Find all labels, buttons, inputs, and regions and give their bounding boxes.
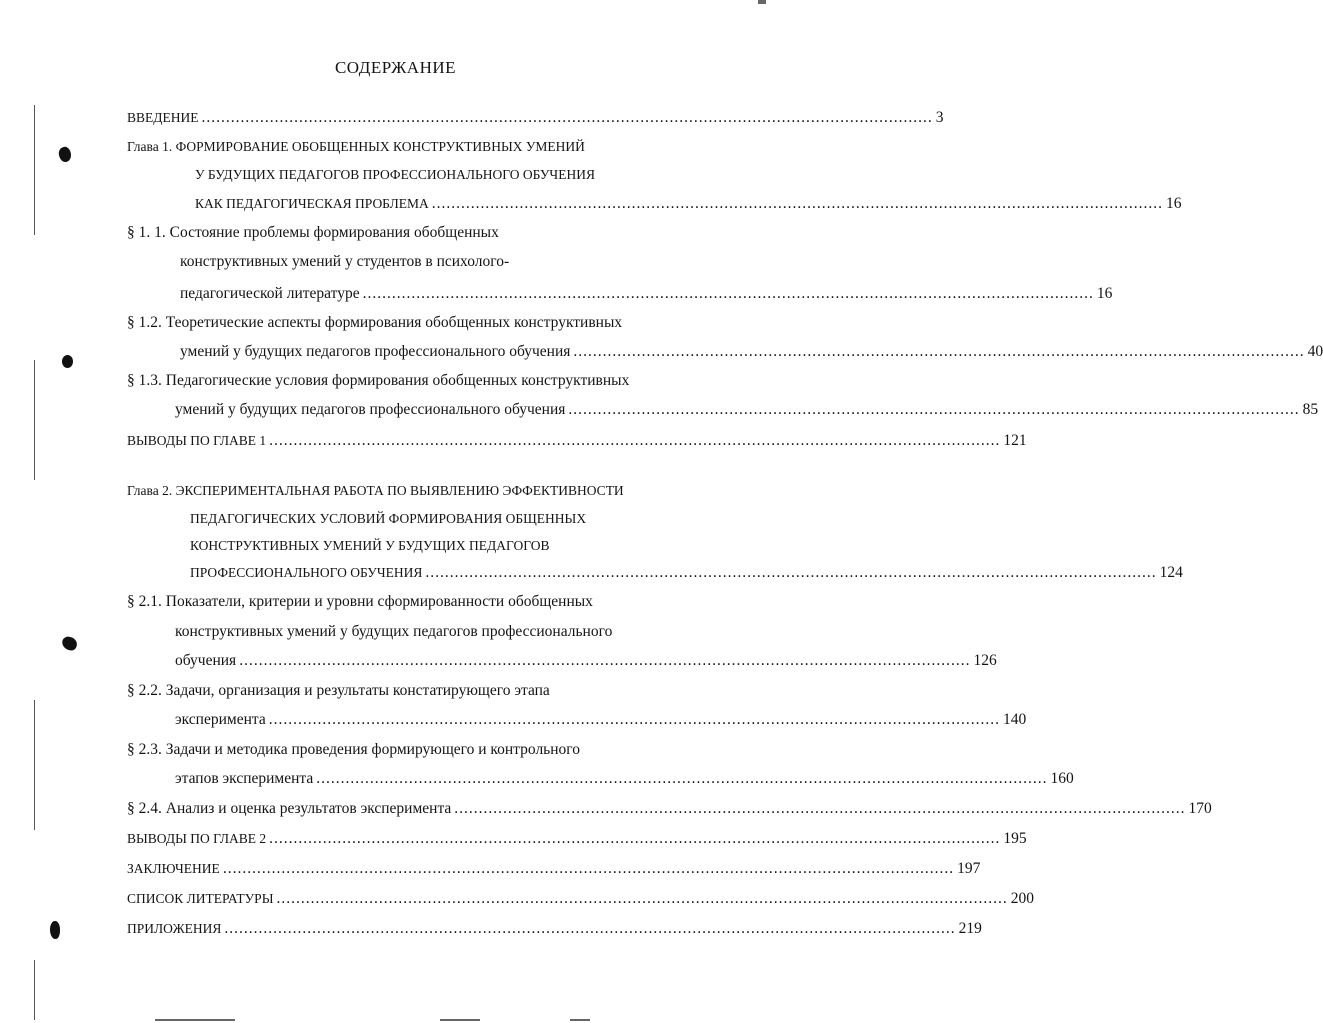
toc-entry-text: ПЕДАГОГИЧЕСКИХ УСЛОВИЙ ФОРМИРОВАНИЯ ОБЩЕННЫХ [190, 511, 587, 526]
margin-rule [34, 700, 35, 830]
toc-entry [175, 709, 1027, 731]
toc-entry-text: § 1.2. Теоретические аспекты формирования обобщенных конструктивных [127, 314, 623, 331]
toc-entry [175, 621, 695, 643]
toc-entry [127, 136, 695, 158]
scan-edge-mark [570, 1019, 590, 1021]
toc-entry [127, 888, 1034, 910]
toc-dot-leader: ...................................................................................................................................................... [269, 432, 1001, 449]
toc-page-number: 160 [1050, 770, 1074, 787]
toc-dot-leader: ...................................................................................................................................................... [276, 890, 1008, 907]
toc-page-number: 3 [935, 109, 944, 126]
toc-page-number: 219 [958, 920, 982, 937]
toc-page-number: 40 [1307, 343, 1323, 360]
toc-page-number: 126 [973, 652, 997, 669]
toc-entry [127, 107, 944, 129]
margin-rule [34, 105, 35, 235]
toc-entry [175, 768, 1074, 790]
ink-blot [50, 921, 60, 939]
toc-entry [127, 370, 700, 392]
toc-entry-text: конструктивных умений у студентов в психолого- [180, 253, 510, 270]
toc-page-number: 200 [1010, 890, 1034, 907]
toc-entry-text: этапов эксперимента [175, 770, 314, 787]
toc-entry [190, 562, 1183, 584]
toc-page-number: 195 [1003, 830, 1027, 847]
toc-entry-text: ВЫВОДЫ ПО ГЛАВЕ 2 [127, 831, 267, 846]
toc-entry [127, 828, 1027, 850]
toc-entry [195, 164, 695, 186]
toc-entry [195, 193, 1182, 215]
scan-edge-mark [155, 1019, 235, 1021]
toc-entry-text: Глава 1. ФОРМИРОВАНИЕ ОБОБЩЕННЫХ КОНСТРУКТИВНЫХ УМЕНИЙ [127, 139, 585, 154]
toc-page-number: 170 [1188, 800, 1212, 817]
toc-dot-leader: ...................................................................................................................................................... [269, 830, 1001, 847]
toc-entry-text: § 2.2. Задачи, организация и результаты констатирующего этапа [127, 682, 550, 699]
toc-entry-text: ЗАКЛЮЧЕНИЕ [127, 861, 220, 876]
toc-entry-text: СПИСОК ЛИТЕРАТУРЫ [127, 891, 274, 906]
toc-entry [190, 535, 695, 557]
toc-entry-text: У БУДУЩИХ ПЕДАГОГОВ ПРОФЕССИОНАЛЬНОГО ОБУЧЕНИЯ [195, 167, 595, 182]
margin-rule [34, 360, 35, 480]
toc-entry [175, 399, 1319, 421]
toc-page-number: 16 [1166, 195, 1182, 212]
toc-entry-text: ВЫВОДЫ ПО ГЛАВЕ 1 [127, 433, 267, 448]
toc-entry-text: Глава 2. ЭКСПЕРИМЕНТАЛЬНАЯ РАБОТА ПО ВЫЯВЛЕНИЮ ЭФФЕКТИВНОСТИ [127, 483, 624, 498]
toc-entry [180, 283, 1113, 305]
toc-entry-text: умений у будущих педагогов профессионального обучения [175, 401, 566, 418]
toc-entry [180, 251, 695, 273]
toc-dot-leader: ...................................................................................................................................................... [568, 401, 1300, 418]
toc-dot-leader: ...................................................................................................................................................... [201, 109, 933, 126]
toc-entry [127, 430, 1027, 452]
toc-page-number: 121 [1003, 432, 1027, 449]
toc-dot-leader: ...................................................................................................................................................... [454, 800, 1186, 817]
toc-dot-leader: ...................................................................................................................................................... [239, 652, 971, 669]
toc-entry-text: КОНСТРУКТИВНЫХ УМЕНИЙ У БУДУЩИХ ПЕДАГОГОВ [190, 538, 550, 553]
toc-entry-text: ВВЕДЕНИЕ [127, 110, 199, 125]
toc-entry [127, 312, 695, 334]
ink-blot [62, 355, 73, 368]
toc-dot-leader: ...................................................................................................................................................... [362, 285, 1094, 302]
toc-entry [127, 480, 695, 502]
toc-entry [175, 650, 997, 672]
toc-page-number: 124 [1159, 564, 1183, 581]
page-title: СОДЕРЖАНИЕ [334, 58, 457, 77]
toc-entry-text: § 2.4. Анализ и оценка результатов эксперимента [127, 800, 452, 817]
toc-dot-leader: ...................................................................................................................................................... [431, 195, 1164, 212]
toc-entry [127, 222, 695, 244]
toc-dot-leader: ...................................................................................................................................................... [425, 564, 1157, 581]
toc-entry [127, 858, 981, 880]
toc-page-number: 16 [1096, 285, 1113, 302]
toc-entry [180, 341, 1323, 363]
toc-entry-text: обучения [175, 652, 237, 669]
toc-dot-leader: ...................................................................................................................................................... [224, 920, 956, 937]
ink-blot [61, 635, 79, 651]
toc-entry-text: § 2.3. Задачи и методика проведения формирующего и контрольного [127, 741, 581, 758]
toc-entry [190, 508, 695, 530]
toc-entry-text: педагогической литературе [180, 285, 360, 302]
toc-page-number: 197 [957, 860, 981, 877]
toc-dot-leader: ...................................................................................................................................................... [222, 860, 955, 877]
toc-dot-leader: ...................................................................................................................................................... [316, 770, 1048, 787]
toc-entry-text: конструктивных умений у будущих педагогов профессионального [175, 623, 613, 640]
toc-entry-text: ПРИЛОЖЕНИЯ [127, 921, 222, 936]
toc-dot-leader: ...................................................................................................................................................... [268, 711, 1000, 728]
toc-entry-text: эксперимента [175, 711, 266, 728]
scan-edge-mark [758, 0, 766, 4]
toc-entry [127, 918, 982, 940]
toc-dot-leader: ...................................................................................................................................................... [573, 343, 1305, 360]
toc-entry [127, 680, 695, 702]
ink-blot [57, 145, 73, 163]
toc-entry-text: ПРОФЕССИОНАЛЬНОГО ОБУЧЕНИЯ [190, 565, 423, 580]
toc-entry-text: умений у будущих педагогов профессионального обучения [180, 343, 571, 360]
toc-entry-text: § 1. 1. Состояние проблемы формирования обобщенных [127, 224, 499, 241]
toc-entry-text: § 2.1. Показатели, критерии и уровни сформированности обобщенных [127, 593, 593, 610]
toc-entry-text: КАК ПЕДАГОГИЧЕСКАЯ ПРОБЛЕМА [195, 196, 429, 211]
toc-entry [127, 739, 695, 761]
toc-entry-text: § 1.3. Педагогические условия формирования обобщенных конструктивных [127, 372, 630, 389]
toc-entry [127, 798, 1212, 820]
toc-page-number: 140 [1002, 711, 1027, 728]
scan-edge-mark [440, 1019, 480, 1021]
margin-rule [34, 960, 35, 1020]
toc-page-number: 85 [1302, 401, 1319, 418]
toc-entry [127, 591, 695, 613]
